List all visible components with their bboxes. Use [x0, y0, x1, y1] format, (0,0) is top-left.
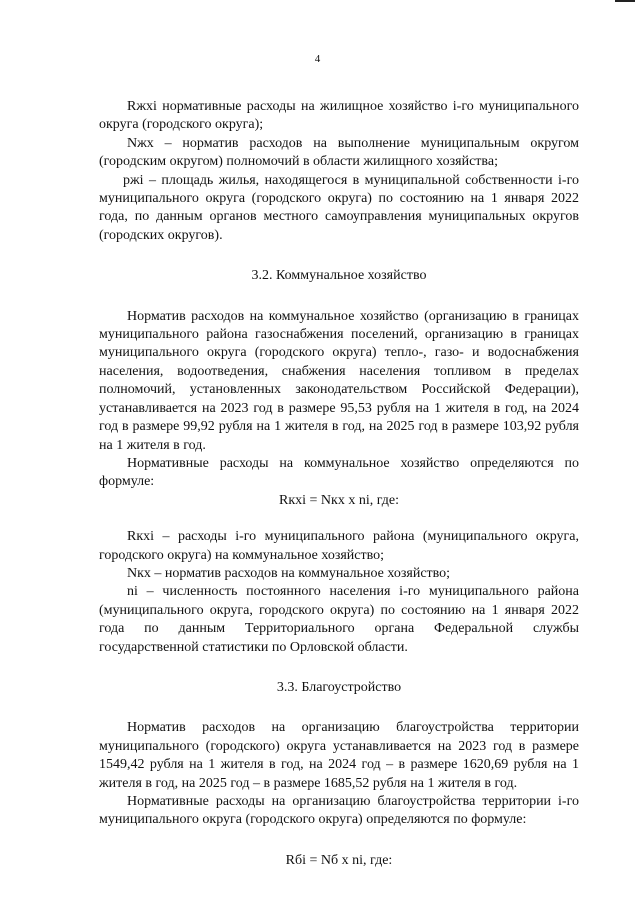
- page-number: 4: [314, 53, 321, 65]
- communal-formula: Rкхi = Nкх x ni, где:: [279, 492, 399, 508]
- definition-r-communal: Rкхi – расходы i-го муниципального района (муниципального округа, городского округа) на коммунальное хозяйство;: [99, 529, 579, 563]
- definition-n-housing: Nжх – норматив расходов на выполнение муниципальным округом (городским округом) полномочий в области жилищного хозяйства;: [99, 135, 579, 170]
- communal-norm-paragraph: Норматив расходов на коммунальное хозяйство (организацию в границах муниципального района газоснабжения поселений, организацию в границах муниципального округа (городского округа) тепло-, газо- и водоснабжения населения, водоотведения, снабжения населения топливом в пределах полномочий, установленных законодательством Российской Федерации), устанавливается на 2023 год в размере 95,53 рубля на 1 жителя в год, на 2024 год в размере 99,92 рубля на 1 жителя в год, на 2025 год в размере 103,92 рубля на 1 жителя в год.: [99, 308, 579, 453]
- improvement-norm-paragraph: Норматив расходов на организацию благоустройства территории муниципального (городского) округа устанавливается на 2023 год в размере 1549,42 рубля на 1 жителя в год, на 2024 год – в размере 1620,69 рубля на 1 жителя в год, на 2025 год – в размере 1685,52 рубля на 1 жителя в год.: [99, 720, 579, 791]
- definition-p-housing: pжi – площадь жилья, находящегося в муниципальной собственности i-го муниципального округа (городского округа) по состоянию на 1 января 2022 года, по данным органов местного самоуправления муниципальных округов (городских округов).: [99, 172, 579, 243]
- improvement-formula: Rбi = Nб x ni, где:: [285, 852, 393, 868]
- communal-formula-intro: Нормативные расходы на коммунальное хозяйство определяются по формуле:: [99, 455, 579, 490]
- section-title-improvement: 3.3. Благоустройство: [276, 679, 402, 695]
- definition-r-housing: Rжхi нормативные расходы на жилищное хозяйство i-го муниципального округа (городского округа);: [99, 99, 579, 133]
- improvement-formula-intro: Нормативные расходы на организацию благоустройства территории i-го муниципального округа (городского округа) определяются по формуле:: [99, 794, 579, 828]
- definition-n-population: ni – численность постоянного населения i-го муниципального района (муниципального округа, городского округа) по состоянию на 1 января 2022 года по данным Территориального органа Федеральной службы государственной статистики по Орловской области.: [99, 584, 579, 655]
- section-title-communal: 3.2. Коммунальное хозяйство: [251, 268, 427, 284]
- page-edge-mark: [615, 0, 635, 2]
- document-body: [99, 98, 579, 870]
- definition-n-communal: Nкх – норматив расходов на коммунальное хозяйство;: [127, 565, 451, 581]
